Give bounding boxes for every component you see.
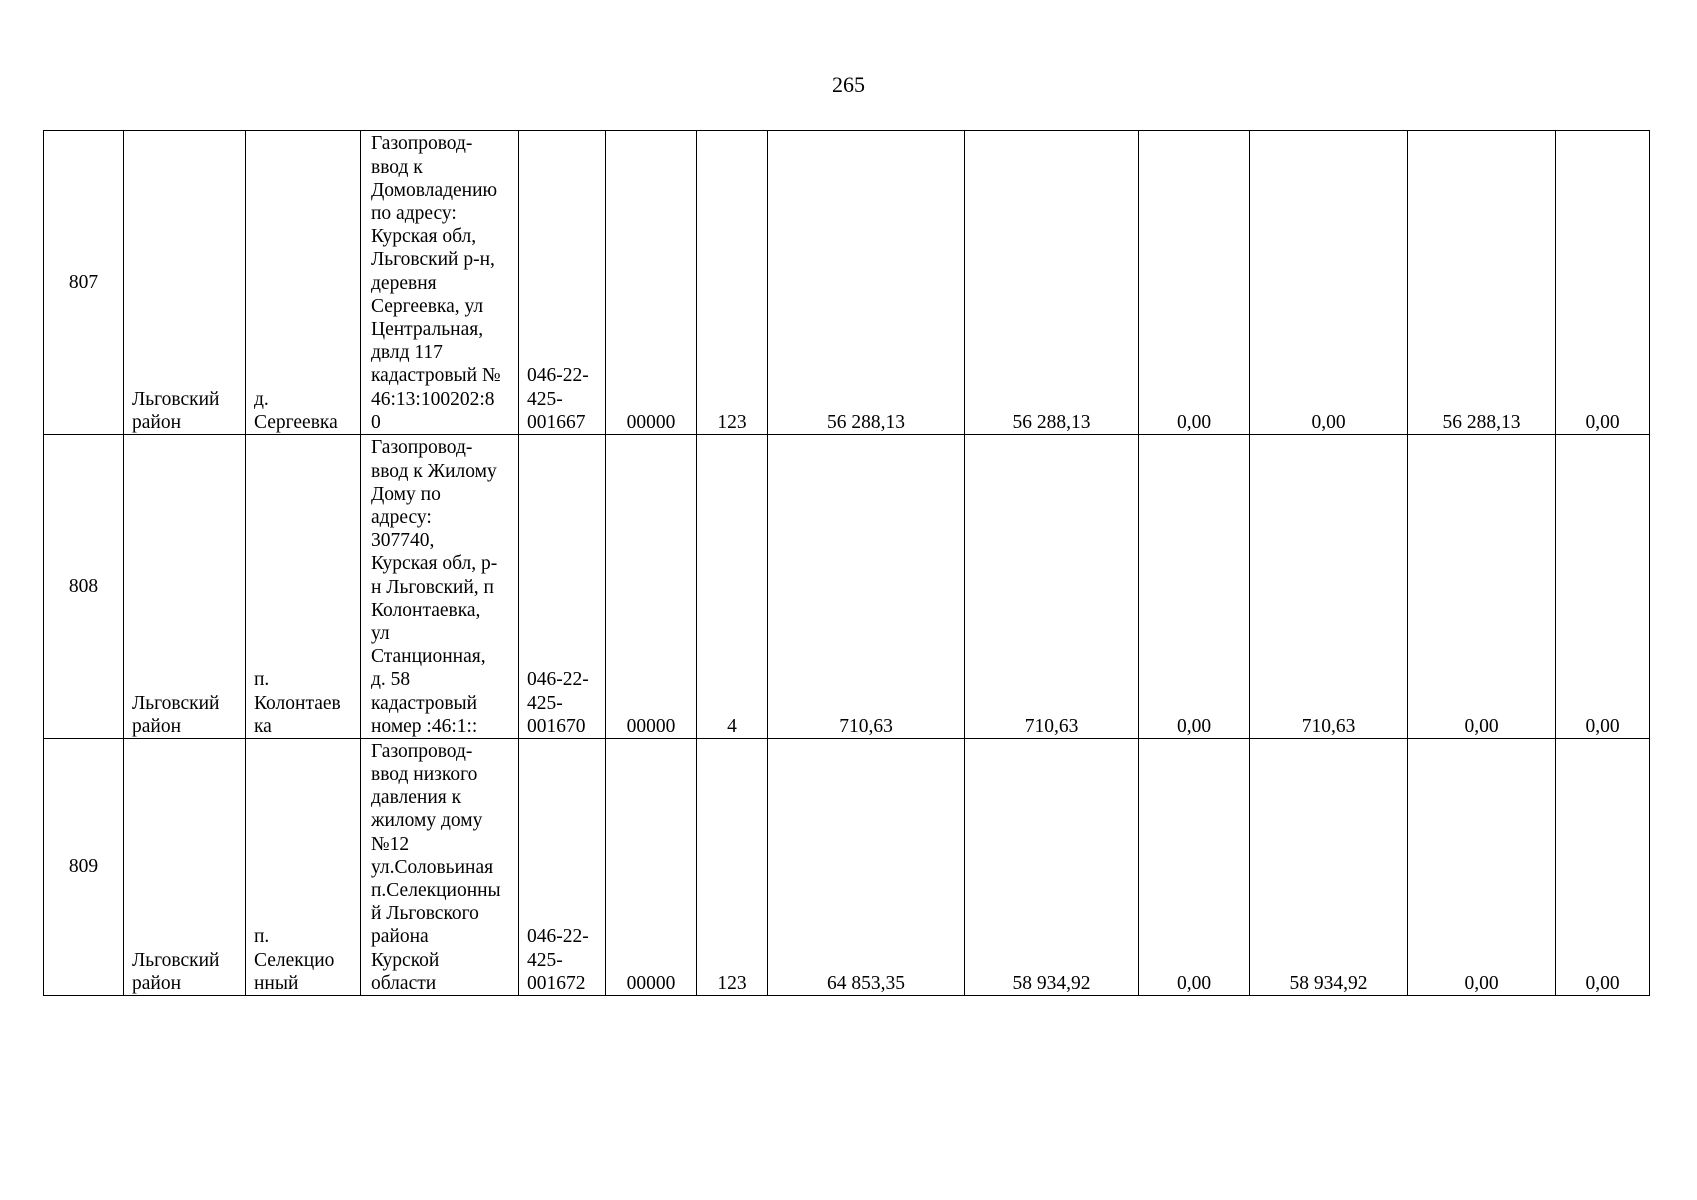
value-cell-4: 58 934,92	[1250, 739, 1408, 996]
district-cell: Льговский район	[124, 131, 246, 435]
code-cell: 00000	[606, 435, 697, 739]
value-cell-2: 56 288,13	[965, 131, 1139, 435]
value-cell-1: 56 288,13	[768, 131, 965, 435]
code-cell: 00000	[606, 131, 697, 435]
inventory-code-cell: 046-22- 425- 001670	[519, 435, 606, 739]
settlement-cell: д. Сергеевка	[246, 131, 361, 435]
value-cell-2: 710,63	[965, 435, 1139, 739]
object-description-cell: Газопровод- ввод к Домовладению по адресу: Курская обл, Льговский р-н, деревня Сергеевка, ул Центральная, двлд 117 кадастровый № 46:13:100202:8 0	[361, 131, 519, 435]
quantity-cell: 123	[697, 131, 768, 435]
settlement-cell: п. Селекцио нный	[246, 739, 361, 996]
table-row	[44, 131, 1650, 435]
district-cell: Льговский район	[124, 435, 246, 739]
table-row	[44, 435, 1650, 739]
value-cell-3: 0,00	[1139, 131, 1250, 435]
value-cell-6: 0,00	[1556, 435, 1650, 739]
value-cell-3: 0,00	[1139, 739, 1250, 996]
row-number: 807	[44, 131, 124, 435]
object-description-cell: Газопровод- ввод к Жилому Дому по адресу: 307740, Курская обл, р- н Льговский, п Колонтаевка, ул Станционная, д. 58 кадастровый номер :46:1::	[361, 435, 519, 739]
row-number: 808	[44, 435, 124, 739]
value-cell-4: 0,00	[1250, 131, 1408, 435]
quantity-cell: 123	[697, 739, 768, 996]
code-cell: 00000	[606, 739, 697, 996]
inventory-code-cell: 046-22- 425- 001672	[519, 739, 606, 996]
value-cell-5: 0,00	[1408, 435, 1556, 739]
table-row	[44, 739, 1650, 996]
value-cell-1: 710,63	[768, 435, 965, 739]
object-description-cell: Газопровод- ввод низкого давления к жилому дому №12 ул.Соловьиная п.Селекционны й Льговского района Курской области	[361, 739, 519, 996]
value-cell-5: 56 288,13	[1408, 131, 1556, 435]
asset-registry-table	[43, 130, 1650, 996]
row-number: 809	[44, 739, 124, 996]
inventory-code-cell: 046-22- 425- 001667	[519, 131, 606, 435]
value-cell-5: 0,00	[1408, 739, 1556, 996]
value-cell-4: 710,63	[1250, 435, 1408, 739]
settlement-cell: п. Колонтаев ка	[246, 435, 361, 739]
page-number: 265	[832, 72, 865, 97]
value-cell-2: 58 934,92	[965, 739, 1139, 996]
value-cell-6: 0,00	[1556, 131, 1650, 435]
quantity-cell: 4	[697, 435, 768, 739]
district-cell: Льговский район	[124, 739, 246, 996]
value-cell-1: 64 853,35	[768, 739, 965, 996]
value-cell-3: 0,00	[1139, 435, 1250, 739]
value-cell-6: 0,00	[1556, 739, 1650, 996]
